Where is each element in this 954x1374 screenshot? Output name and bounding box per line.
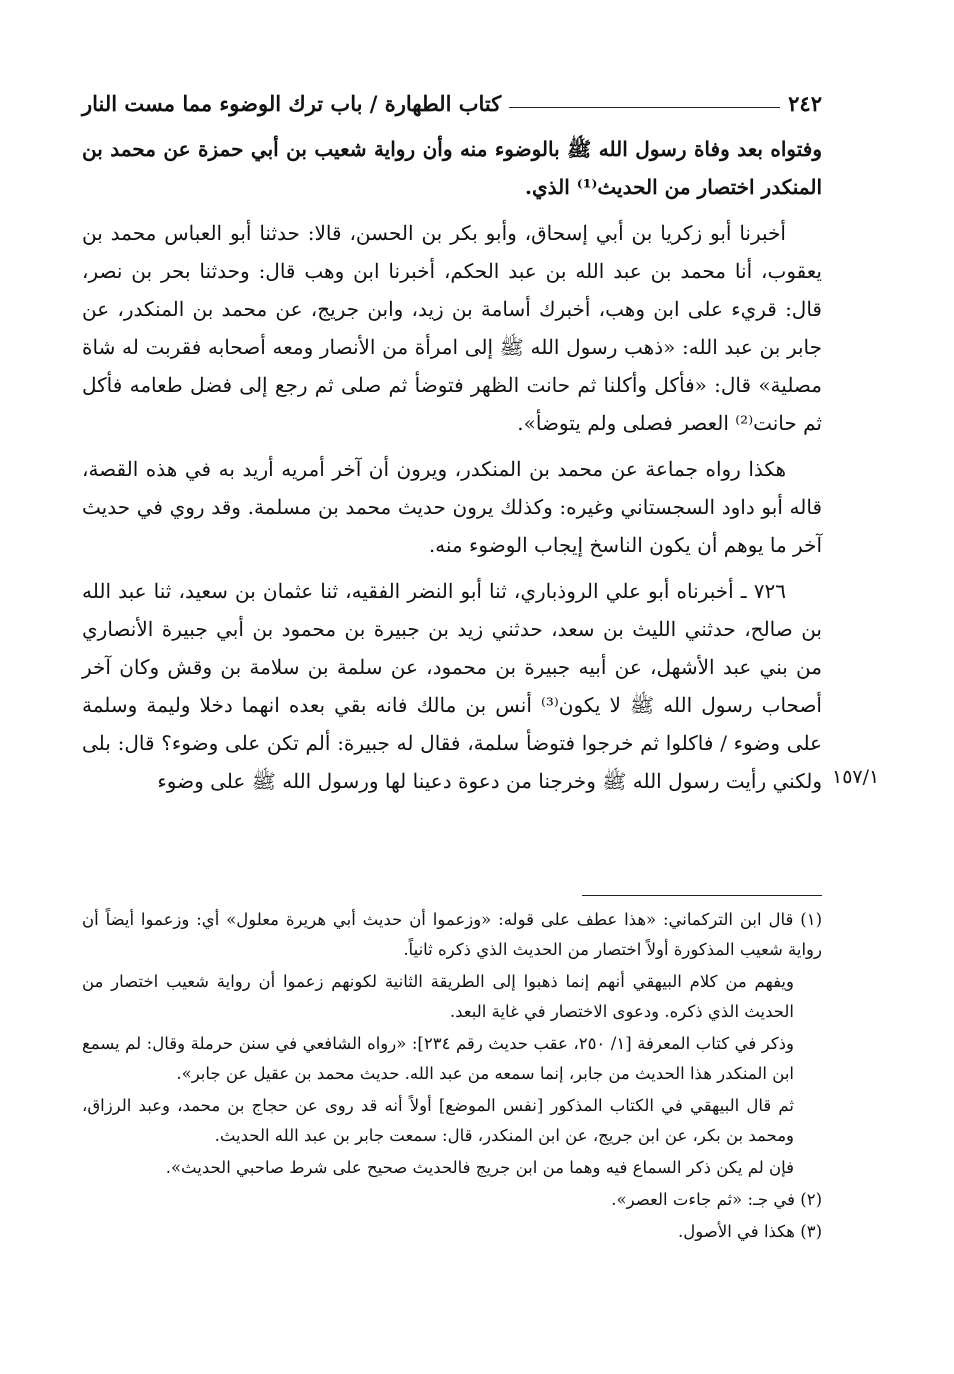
footnote-1-continuation-a: ويفهم من كلام البيهقي أنهم إنما ذهبوا إلى الطريقة الثانية لكونهم زعموا أن رواية شعيب اختصار من الحديث الذي ذكره. ودعوى الاختصار في غاية البعد. [82,972,794,1021]
footnote-1-continuation-d: فإن لم يكن ذكر السماع فيه وهما من ابن جريج فالحديث صحيح على شرط صاحبي الحديث». [165,1158,794,1177]
main-text [82,130,822,808]
paragraph-2: أخبرنا أبو زكريا بن أبي إسحاق، وأبو بكر بن الحسن، قالا: حدثنا أبو العباس محمد بن يعقوب، أنا محمد بن عبد الله بن عبد الحكم، أخبرنا ابن وهب قال: وحدثنا بحر بن نصر، قال: قريء على ابن وهب، أخبرك أسامة بن زيد، وابن جريج، عن محمد بن المنكدر، عن جابر بن عبد الله: «ذهب رسول الله ﷺ إلى امرأة من الأنصار ومعه أصحابه فقربت له شاة مصلية» قال: «فأكل وأكلنا ثم حانت الظهر فتوضأ ثم صلى ثم رجع إلى فضل طعامه فأكل ثم حانت⁽²⁾ العصر فصلى ولم يتوضأ». [82,221,822,435]
paragraph-1: وفتواه بعد وفاة رسول الله ﷺ بالوضوء منه وأن رواية شعيب بن أبي حمزة عن محمد بن المنكدر اختصار من الحديث⁽¹⁾ الذي. [82,137,822,199]
page-number: ٢٤٢ [788,91,822,116]
manuscript-folio-note: ١٥٧/١ [832,766,880,788]
paragraph-3: هكذا رواه جماعة عن محمد بن المنكدر، ويرون أن آخر أمريه أريد به في هذه القصة، قاله أبو داود السجستاني وغيره: وكذلك يرون حديث محمد بن مسلمة. وقد روي في حديث آخر ما يوهم أن يكون الناسخ إيجاب الوضوء منه. [82,457,822,557]
running-title: كتاب الطهارة / باب ترك الوضوء مما مست النار [82,91,502,116]
running-header [82,80,822,120]
footnote-2: (٢) في جـ: «ثم جاءت العصر». [611,1190,822,1209]
footnote-1: (١) قال ابن التركماني: «هذا عطف على قوله: «وزعموا أن حديث أبي هريرة معلول» أي: وزعموا أيضاً أن رواية شعيب المذكورة أولاً اختصار من الحديث الذي ذكره ثانياً. [82,910,822,959]
footnote-separator [582,895,822,896]
footnotes [82,905,822,1249]
header-rule [509,107,780,108]
paragraph-4-hadith-726: ٧٢٦ ـ أخبرناه أبو علي الروذباري، ثنا أبو النضر الفقيه، ثنا عثمان بن سعيد، ثنا عبد الله بن صالح، حدثني الليث بن سعد، حدثني زيد بن جبيرة بن محمود بن أبي جبيرة الأنصاري من بني عبد الأشهل، عن أبيه جبيرة بن محمود، عن سلمة بن سلامة بن وقش وكان آخر أصحاب رسول الله ﷺ لا يكون⁽³⁾ أنس بن مالك فانه بقي بعده انهما دخلا وليمة وسلمة على وضوء / فاكلوا ثم خرجوا فتوضأ سلمة، فقال له جبيرة: ألم تكن على وضوء؟ قال: بلى ولكني رأيت رسول الله ﷺ وخرجنا من دعوة دعينا لها ورسول الله ﷺ على وضوء [82,579,822,793]
footnote-1-continuation-c: ثم قال البيهقي في الكتاب المذكور [نفس الموضع] أولاً أنه قد روى عن حجاج بن محمد، وعبد الرزاق، ومحمد بن بكر، عن ابن جريج، عن ابن المنكدر، قال: سمعت جابر بن عبد الله الحديث. [82,1096,794,1145]
footnote-1-continuation-b: وذكر في كتاب المعرفة [١/ ٢٥٠، عقب حديث رقم ٢٣٤]: «رواه الشافعي في سنن حرملة وقال: لم يسمع ابن المنكدر هذا الحديث من جابر، إنما سمعه من عبد الله. حديث محمد بن عقيل عن جابر». [82,1034,794,1083]
footnote-3: (٣) هكذا في الأصول. [678,1222,822,1241]
